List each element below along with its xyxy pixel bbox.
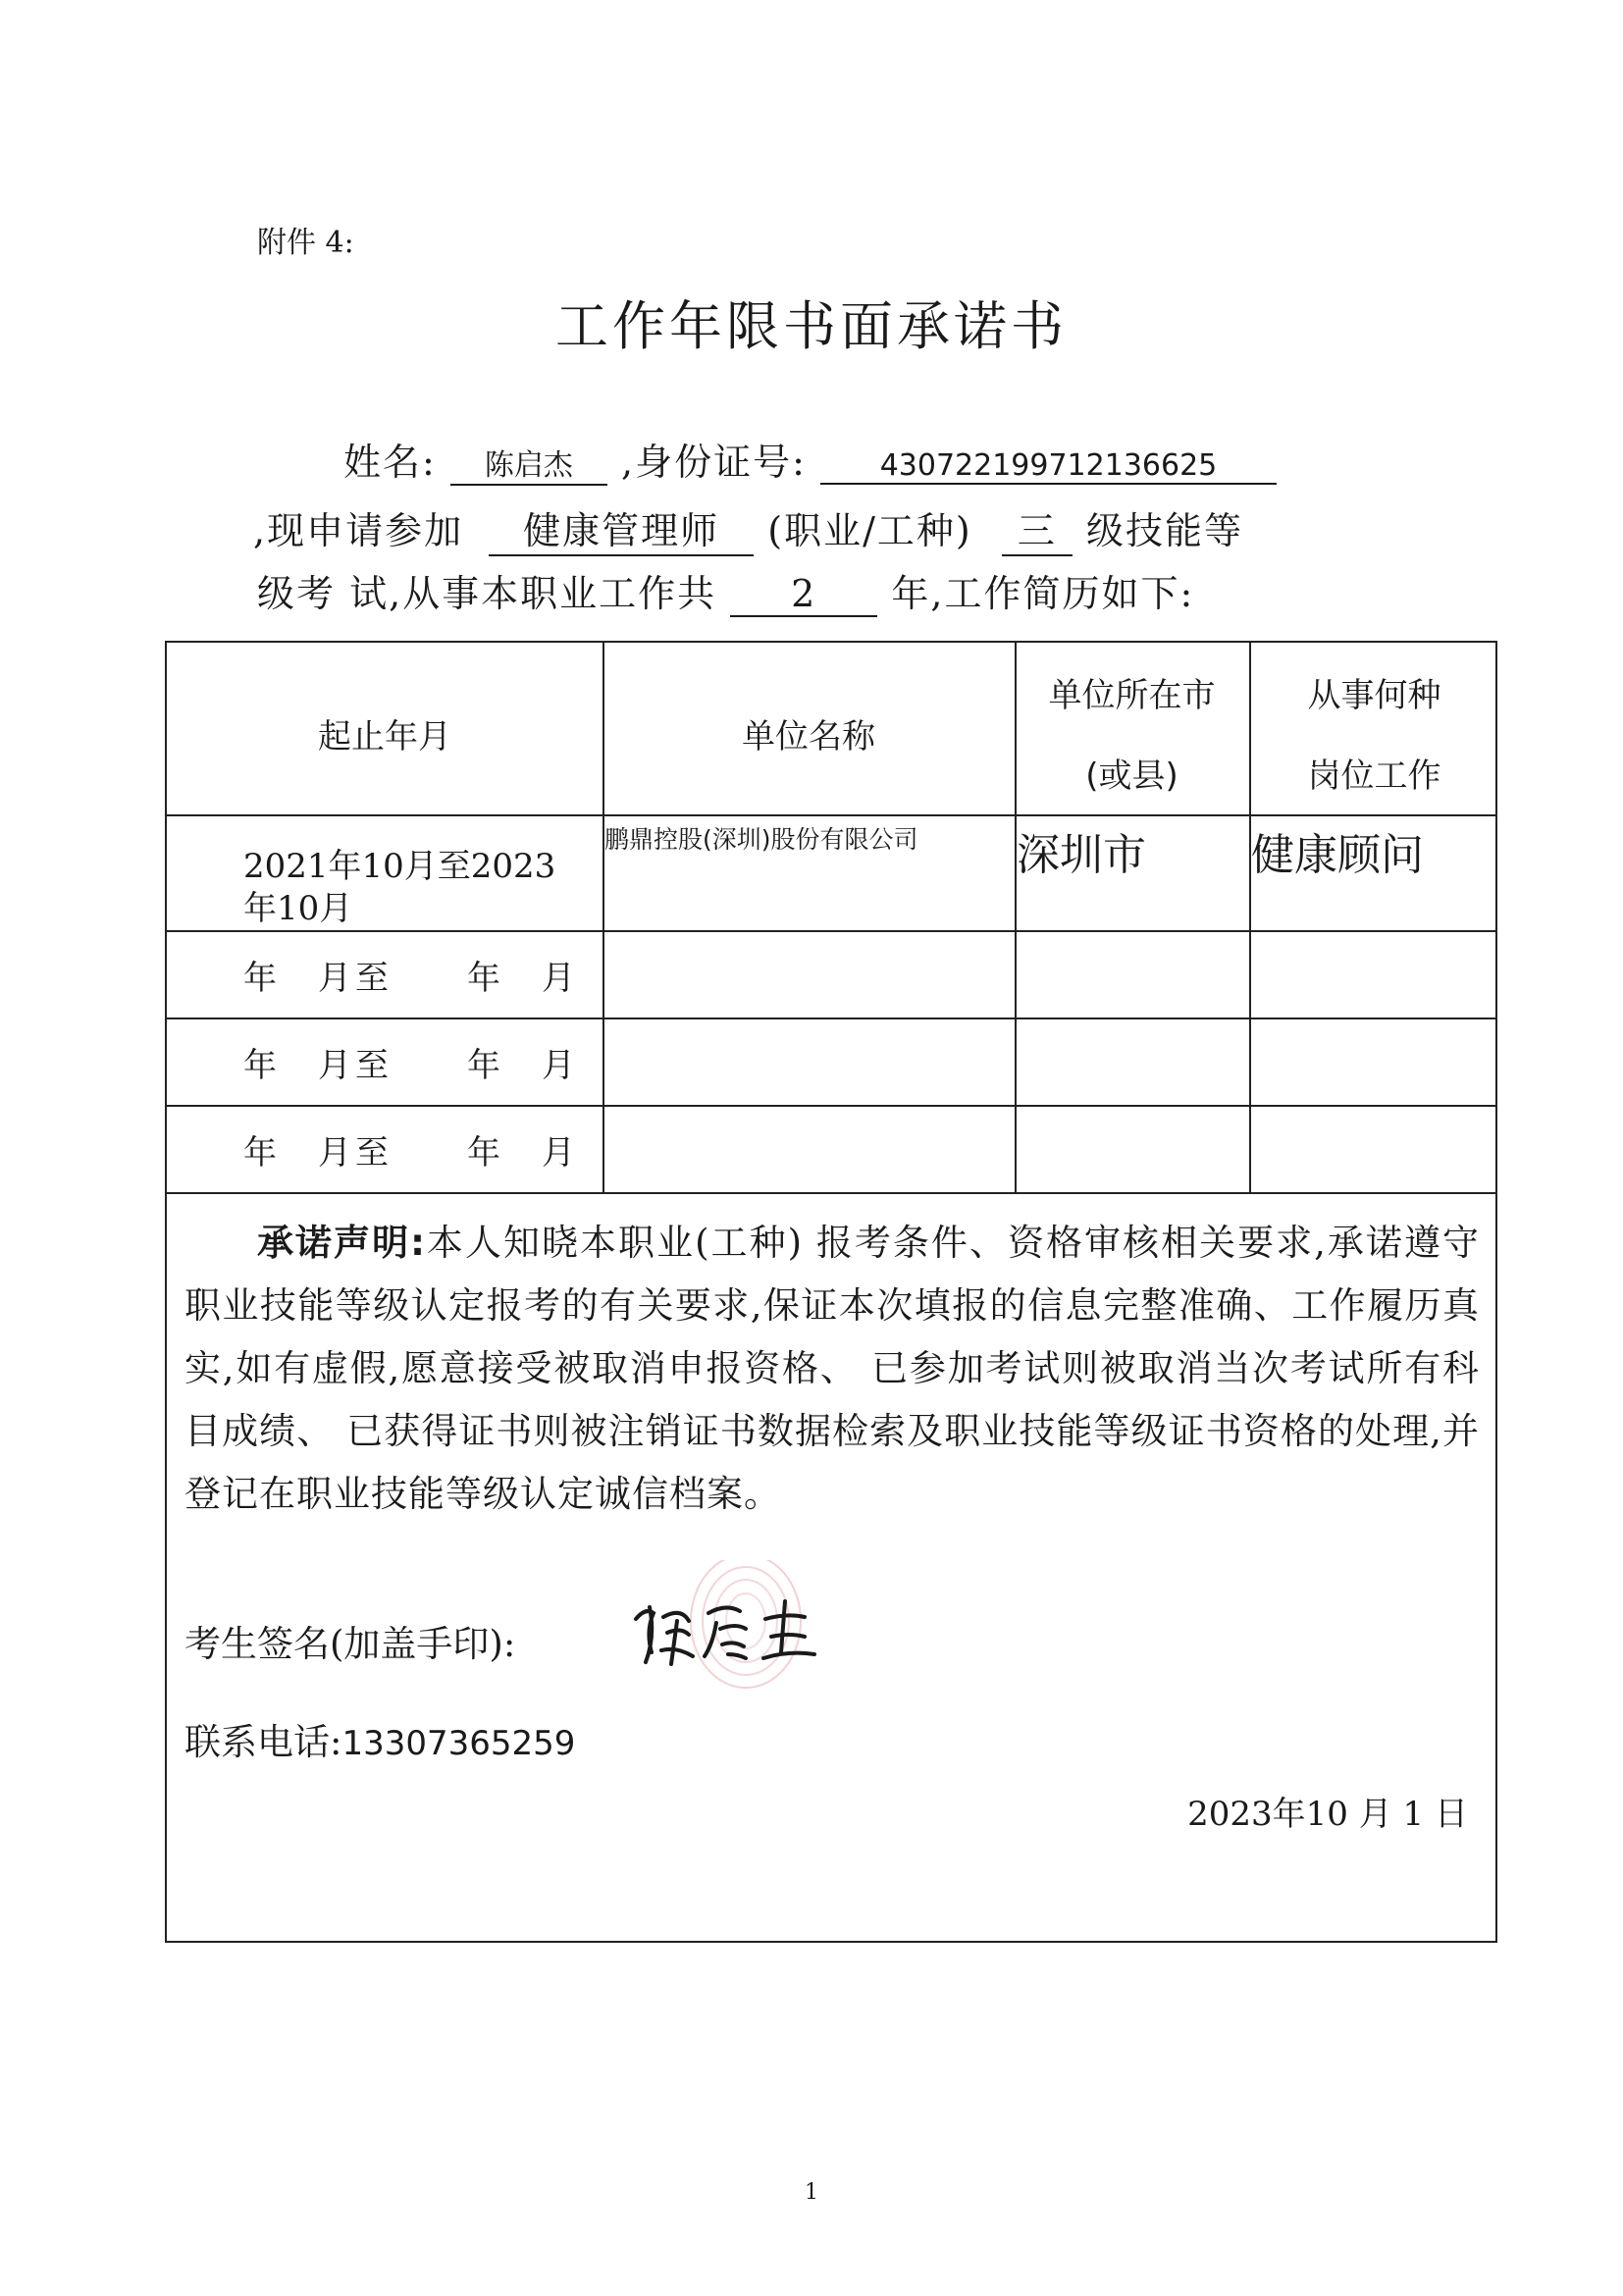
id-label: ,身份证号: xyxy=(621,441,807,484)
page-number: 1 xyxy=(805,2180,818,2205)
level-value: 三 xyxy=(1002,500,1073,556)
apply-prefix: ,现申请参加 xyxy=(253,509,464,552)
apply-suffix: 级技能等 xyxy=(1085,509,1243,552)
row-divider xyxy=(167,1018,1495,1019)
years-value: 2 xyxy=(730,572,877,617)
header-post-2: 岗位工作 xyxy=(1307,757,1441,796)
attachment-label: 附件 4: xyxy=(257,226,354,260)
years-line xyxy=(257,563,1194,617)
row1-post: 健康顾问 xyxy=(1251,830,1424,880)
row1-period-line1: 2021年10月至2023 xyxy=(243,847,556,886)
work-history-table xyxy=(165,641,1497,1943)
declaration-body: 本人知晓本职业(工种) 报考条件、资格审核相关要求,承诺遵守职业技能等级认定报考的有关要求,保证本次填报的信息完整准确、工作履历真实,如有虚假,愿意接受被取消申报资格、 已参加考试则被取消当次考试所有科目成绩、 已获得证书则被注销证书数据检索及职业技能等级证书资格的处理,并登记在职业技能等级认定诚信档案。 xyxy=(184,1222,1480,1515)
apply-line xyxy=(253,500,1243,556)
row-divider xyxy=(167,1192,1495,1194)
signature-label: 考生签名(加盖手印): xyxy=(184,1623,516,1665)
apply-mid: (职业/工种) xyxy=(767,509,972,552)
header-city-2: (或县) xyxy=(1085,757,1178,796)
row4-period: 年 月至 年 月 xyxy=(243,1133,579,1173)
name-label: 姓名: xyxy=(343,441,437,484)
sign-date: 2023年10 月 1 日 xyxy=(1187,1795,1468,1834)
header-city-1: 单位所在市 xyxy=(1048,676,1216,715)
row-divider xyxy=(167,930,1495,932)
row1-city: 深圳市 xyxy=(1017,830,1146,880)
phone-line xyxy=(184,1712,575,1765)
col-divider xyxy=(1249,643,1251,1192)
id-value: 430722199712136625 xyxy=(820,448,1277,485)
row1-period-line2: 年10月 xyxy=(243,889,353,928)
row2-period: 年 月至 年 月 xyxy=(243,959,579,998)
header-unit: 单位名称 xyxy=(742,717,875,757)
header-period: 起止年月 xyxy=(318,717,451,757)
page-title: 工作年限书面承诺书 xyxy=(555,295,1068,357)
header-post-1: 从事何种 xyxy=(1307,676,1441,715)
declaration-label: 承诺声明: xyxy=(257,1222,426,1264)
years-suffix: 年,工作简历如下: xyxy=(891,572,1195,615)
row-divider xyxy=(167,814,1495,816)
phone-label: 联系电话: xyxy=(184,1721,342,1763)
row3-period: 年 月至 年 月 xyxy=(243,1046,579,1085)
occupation-value: 健康管理师 xyxy=(489,500,754,556)
signature-with-fingerprint-icon xyxy=(628,1560,854,1707)
name-line xyxy=(343,432,1277,486)
col-divider xyxy=(1015,643,1017,1192)
name-value: 陈启杰 xyxy=(450,441,607,486)
years-prefix: 级考 试,从事本职业工作共 xyxy=(257,572,717,615)
row1-unit: 鹏鼎控股(深圳)股份有限公司 xyxy=(604,825,918,854)
declaration-text xyxy=(184,1212,1480,1526)
phone-value: 13307365259 xyxy=(341,1724,576,1763)
row-divider xyxy=(167,1105,1495,1107)
